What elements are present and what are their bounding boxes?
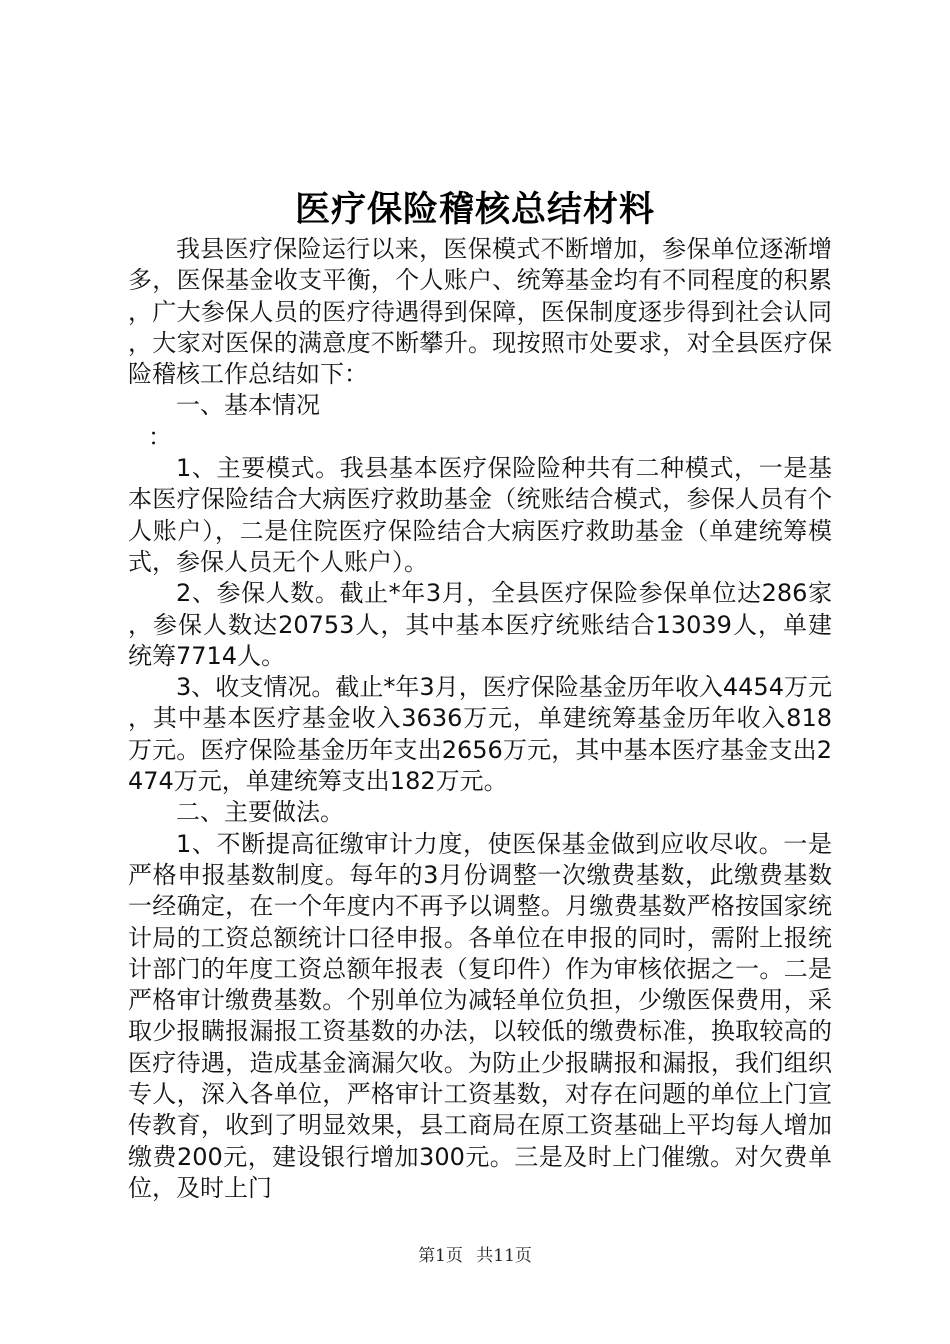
stray-colon: ： [148, 422, 172, 451]
intro-paragraph: 我县医疗保险运行以来，医保模式不断增加，参保单位逐渐增多，医保基金收支平衡，个人账户、统筹基金均有不同程度的积累，广大参保人员的医疗待遇得到保障，医保制度逐步得到社会认同，大家对医保的满意度不断攀升。现按照市处要求，对全县医疗保险稽核工作总结如下： [128, 235, 832, 389]
paragraph-income-expense: 3、收支情况。截止*年3月，医疗保险基金历年收入4454万元，其中基本医疗基金收入3636万元，单建统筹基金历年收入818万元。医疗保险基金历年支出2656万元，其中基本医疗基金支出2474万元，单建统筹支出182万元。 [128, 673, 832, 796]
page-number: 第1页 [418, 1246, 463, 1266]
section-heading-main-practices: 二、主要做法。 [176, 798, 344, 827]
paragraph-insured-count: 2、参保人数。截止*年3月，全县医疗保险参保单位达286家，参保人数达20753人，其中基本医疗统账结合13039人，单建统筹7714人。 [128, 579, 832, 670]
page-footer [0, 1244, 950, 1268]
section-heading-basic-situation: 一、基本情况 [176, 391, 320, 420]
paragraph-audit-collection: 1、不断提高征缴审计力度，使医保基金做到应收尽收。一是严格申报基数制度。每年的3月份调整一次缴费基数，此缴费基数一经确定，在一个年度内不再予以调整。月缴费基数严格按国家统计局的工资总额统计口径申报。各单位在申报的同时，需附上报统计部门的年度工资总额年报表（复印件）作为审核依据之一。二是严格审计缴费基数。个别单位为减轻单位负担，少缴医保费用，采取少报瞒报漏报工资基数的办法，以较低的缴费标准，换取较高的医疗待遇，造成基金滴漏欠收。为防止少报瞒报和漏报，我们组织专人，深入各单位，严格审计工资基数，对存在问题的单位上门宣传教育，收到了明显效果，县工商局在原工资基础上平均每人增加缴费200元，建设银行增加300元。三是及时上门催缴。对欠费单位，及时上门 [128, 829, 832, 1202]
document-body [128, 234, 832, 1204]
page-total: 共11页 [476, 1246, 532, 1266]
paragraph-main-modes: 1、主要模式。我县基本医疗保险险种共有二种模式，一是基本医疗保险结合大病医疗救助基金（统账结合模式，参保人员有个人账户），二是住院医疗保险结合大病医疗救助基金（单建统筹模式，参保人员无个人账户）。 [128, 454, 832, 576]
document-title: 医疗保险稽核总结材料 [294, 189, 655, 230]
